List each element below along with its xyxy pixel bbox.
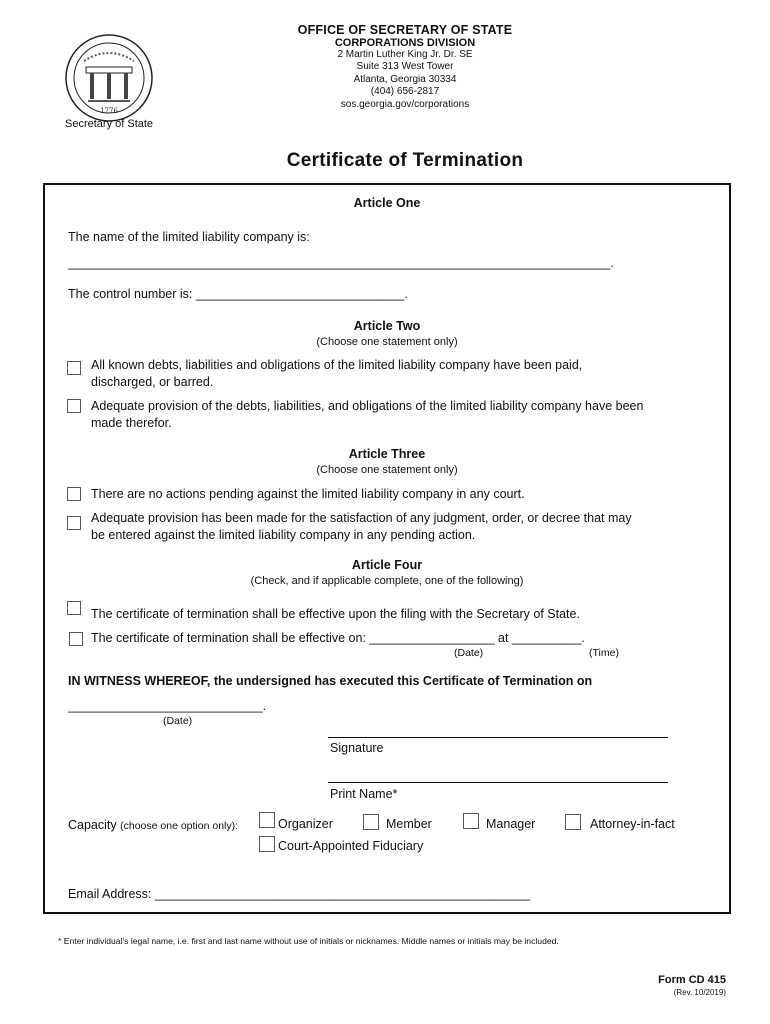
article-four-option-1-checkbox[interactable] bbox=[67, 601, 81, 615]
capacity-organizer-label: Organizer bbox=[278, 817, 333, 831]
witness-date-field[interactable]: ____________________________. bbox=[68, 699, 267, 713]
article-two-heading: Article Two bbox=[353, 319, 421, 333]
article-four-heading: Article Four bbox=[351, 558, 423, 572]
article-four-option-2-checkbox[interactable] bbox=[69, 632, 83, 646]
article-two-option-1-text: All known debts, liabilities and obligations of the limited liability company have been paid, discharged, or barred. bbox=[91, 358, 583, 389]
article-two-option-2-checkbox[interactable] bbox=[67, 399, 81, 413]
capacity-label: Capacity (choose one option only): bbox=[68, 818, 239, 832]
article-two-option-2-text: Adequate provision of the debts, liabilities, and obligations of the limited liability company have been made therefor. bbox=[91, 399, 644, 430]
website-line: sos.georgia.gov/corporations bbox=[340, 98, 470, 110]
article-three-option-2-checkbox[interactable] bbox=[67, 516, 81, 530]
article-one-heading: Article One bbox=[353, 196, 421, 210]
article-four-option-1-text: The certificate of termination shall be effective upon the filing with the Secretary of State. bbox=[91, 607, 580, 621]
capacity-manager-checkbox[interactable] bbox=[463, 813, 479, 829]
seal-caption: Secretary of State bbox=[65, 118, 154, 130]
svg-text:1776: 1776 bbox=[100, 107, 118, 115]
footnote: * Enter individual's legal name, i.e. first and last name without use of initials or nicknames. Middle names or initials may be included. bbox=[58, 936, 559, 946]
company-name-prompt: The name of the limited liability company is: bbox=[68, 230, 310, 244]
address-line: Suite 313 West Tower bbox=[356, 61, 454, 73]
capacity-fiduciary-label: Court-Appointed Fiduciary bbox=[278, 839, 424, 853]
article-three-heading: Article Three bbox=[348, 447, 426, 461]
capacity-manager-label: Manager bbox=[486, 817, 536, 831]
article-two-option-1-checkbox[interactable] bbox=[67, 361, 81, 375]
signature-line[interactable] bbox=[328, 737, 668, 738]
print-name-label: Print Name* bbox=[330, 787, 398, 801]
company-name-field[interactable]: ______________________________________________________________________________. bbox=[68, 256, 614, 270]
page-title: Certificate of Termination bbox=[286, 150, 524, 171]
article-four-note: (Check, and if applicable complete, one of the following) bbox=[250, 575, 524, 587]
capacity-member-checkbox[interactable] bbox=[363, 814, 379, 830]
article-two-note: (Choose one statement only) bbox=[316, 336, 458, 348]
article-four-option-2-text[interactable]: The certificate of termination shall be effective on: __________________ at __________. bbox=[91, 631, 585, 645]
phone-line: (404) 656-2817 bbox=[370, 86, 440, 98]
print-name-line[interactable] bbox=[328, 782, 668, 783]
capacity-attorney-label: Attorney-in-fact bbox=[590, 817, 675, 831]
revision-date: (Rev. 10/2019) bbox=[673, 988, 726, 997]
article-three-option-2-text: Adequate provision has been made for the satisfaction of any judgment, order, or decree that may be entered against the limited liability company in any pending action. bbox=[91, 511, 632, 542]
article-three-option-1-text: There are no actions pending against the limited liability company in any court. bbox=[91, 487, 525, 501]
article-three-note: (Choose one statement only) bbox=[316, 464, 458, 476]
witness-date-label: (Date) bbox=[163, 715, 193, 727]
division-title: CORPORATIONS DIVISION bbox=[334, 37, 476, 49]
email-address-field[interactable]: Email Address: ______________________________________________________ bbox=[68, 887, 531, 901]
form-number: Form CD 415 bbox=[658, 974, 726, 986]
control-number-field[interactable]: The control number is: ______________________________. bbox=[68, 287, 408, 301]
capacity-organizer-checkbox[interactable] bbox=[259, 812, 275, 828]
address-line: 2 Martin Luther King Jr. Dr. SE bbox=[337, 49, 473, 60]
office-header bbox=[250, 23, 560, 111]
signature-label: Signature bbox=[330, 741, 384, 755]
capacity-fiduciary-checkbox[interactable] bbox=[259, 836, 275, 852]
office-title: OFFICE OF SECRETARY OF STATE bbox=[297, 23, 513, 37]
effective-time-label: (Time) bbox=[589, 647, 619, 659]
capacity-member-label: Member bbox=[386, 817, 432, 831]
form-frame bbox=[43, 183, 731, 914]
address-line: Atlanta, Georgia 30334 bbox=[353, 73, 457, 85]
witness-statement: IN WITNESS WHEREOF, the undersigned has executed this Certificate of Termination on bbox=[68, 674, 593, 688]
capacity-attorney-checkbox[interactable] bbox=[565, 814, 581, 830]
article-three-option-1-checkbox[interactable] bbox=[67, 487, 81, 501]
georgia-state-seal bbox=[64, 33, 154, 123]
effective-date-label: (Date) bbox=[454, 647, 484, 659]
